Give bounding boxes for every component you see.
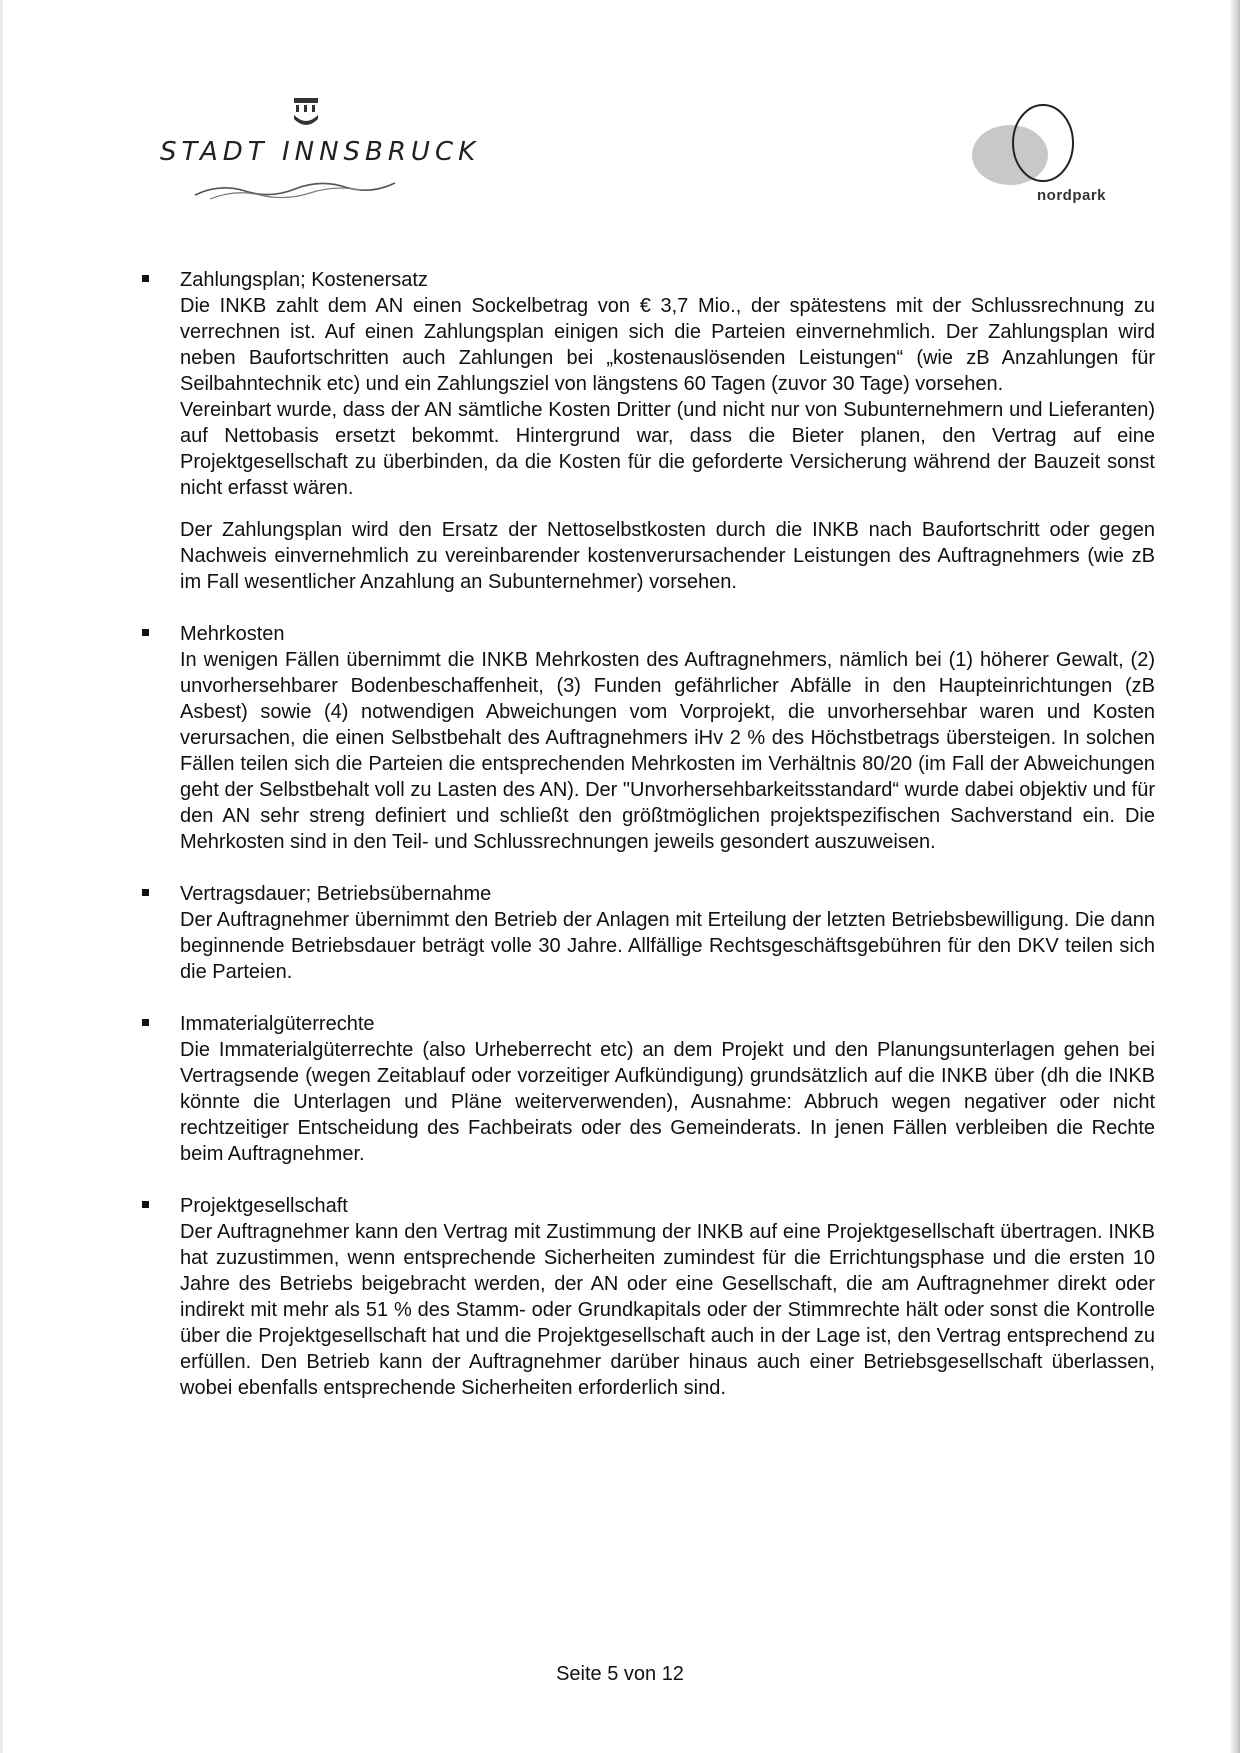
- section-heading: Projektgesellschaft: [180, 1195, 348, 1217]
- section-mehrkosten: [140, 621, 1155, 855]
- section-vertragsdauer: [140, 881, 1155, 985]
- bullet-icon: [142, 1201, 149, 1208]
- bullet-icon: [142, 889, 149, 896]
- section-paragraph: Die INKB zahlt dem AN einen Sockelbetrag von € 3,7 Mio., der spätestens mit der Schlussrechnung zu verrechnen ist. Auf einen Zahlungsplan einigen sich die Parteien einvernehmlich. Der Zahlungsplan wird neben Baufortschritten auch Zahlungen bei „kostenauslösenden Leistungen“ (wie zB Anzahlungen für Seilbahntechnik etc) und ein Zahlungsziel von längstens 60 Tagen (zuvor 30 Tage) vorsehen.: [180, 295, 1155, 395]
- river-squiggle-icon: [190, 173, 400, 203]
- section-heading: Zahlungsplan; Kostenersatz: [180, 269, 428, 291]
- section-heading: Vertragsdauer; Betriebsübernahme: [180, 883, 492, 905]
- section-immaterialgueterrechte: [140, 1011, 1155, 1167]
- page-number: Seite 5 von 12: [556, 1663, 684, 1685]
- section-paragraph: Der Auftragnehmer kann den Vertrag mit Zustimmung der INKB auf eine Projektgesellschaft übertragen. INKB hat zuzustimmen, wenn entsprechende Sicherheiten zumindest für die Errichtungsphase und die ersten 10 Jahre des Betriebs beigebracht werden, der AN oder eine Gesellschaft, die am Auftragnehmer direkt oder indirekt mit mehr als 51 % des Stamm- oder Grundkapitals oder der Stimmrechte hält oder sonst die Kontrolle über die Projektgesellschaft hat und die Projektgesellschaft auch in der Lage ist, den Vertrag entsprechend zu erfüllen. Den Betrieb kann der Auftragnehmer darüber hinaus auch einer Betriebsgesellschaft überlassen, wobei ebenfalls entsprechende Sicherheiten erforderlich sind.: [180, 1221, 1155, 1399]
- nordpark-logo: [965, 95, 1125, 210]
- bullet-icon: [142, 1019, 149, 1026]
- bullet-icon: [142, 275, 149, 282]
- section-paragraph: Der Auftragnehmer übernimmt den Betrieb der Anlagen mit Erteilung der letzten Betriebsbewilligung. Die dann beginnende Betriebsdauer beträgt volle 30 Jahre. Allfällige Rechtsgeschäftsgebühren für den DKV teilen sich die Parteien.: [180, 909, 1155, 983]
- nordpark-logo-text: nordpark: [1037, 187, 1107, 204]
- section-zahlungsplan: [140, 267, 1155, 595]
- section-paragraph: In wenigen Fällen übernimmt die INKB Mehrkosten des Auftragnehmers, nämlich bei (1) höherer Gewalt, (2) unvorhersehbarer Bodenbeschaffenheit, (3) Funden gefährlicher Abfälle in den Haupteinrichtungen (zB Asbest) sowie (4) notwendigen Abweichungen vom Vorprojekt, die unvorhersehbar waren und Kosten verursachen, die einen Selbstbehalt des Auftragnehmers iHv 2 % des Höchstbetrags übersteigen. In solchen Fällen teilen sich die Parteien die entsprechenden Mehrkosten im Verhältnis 80/20 (im Fall der Abweichungen geht der Selbstbehalt voll zu Lasten des AN). Der "Unvorhersehbarkeitsstandard“ wurde dabei objektiv und für den AN sehr streng definiert und schließt den größtmöglichen projektspezifischen Sachverstand ein. Die Mehrkosten sind in den Teil- und Schlussrechnungen jeweils gesondert auszuweisen.: [180, 649, 1155, 853]
- section-heading: Immaterialgüterrechte: [180, 1013, 375, 1035]
- city-logo: [160, 95, 480, 205]
- bullet-icon: [142, 629, 149, 636]
- city-crest-icon: [288, 95, 324, 131]
- city-logo-text: STADT INNSBRUCK: [160, 137, 481, 167]
- section-paragraph: Der Zahlungsplan wird den Ersatz der Nettoselbstkosten durch die INKB nach Baufortschritt oder gegen Nachweis einvernehmlich zu vereinbarender kostenverursachender Leistungen des Auftragnehmers (wie zB im Fall wesentlicher Anzahlung an Subunternehmer) vorsehen.: [180, 519, 1155, 593]
- section-projektgesellschaft: [140, 1193, 1155, 1401]
- document-body: [140, 267, 1155, 1427]
- section-paragraph: Die Immaterialgüterrechte (also Urheberrecht etc) an dem Projekt und den Planungsunterlagen gehen bei Vertragsende (wegen Zeitablauf oder vorzeitiger Aufkündigung) grundsätzlich auf die INKB über (dh die INKB könnte die Unterlagen und Pläne weiterverwenden), Ausnahme: Abbruch wegen negativer oder nicht rechtzeitiger Entscheidung des Fachbeirats oder des Gemeinderats. In jenen Fällen verbleiben die Rechte beim Auftragnehmer.: [180, 1039, 1155, 1165]
- scan-edge-right: [1230, 0, 1240, 1753]
- scan-edge-left: [0, 0, 3, 1753]
- section-heading: Mehrkosten: [180, 623, 285, 645]
- section-paragraph: Vereinbart wurde, dass der AN sämtliche Kosten Dritter (und nicht nur von Subunternehmern und Lieferanten) auf Nettobasis ersetzt bekommt. Hintergrund war, dass die Bieter planen, den Vertrag auf eine Projektgesellschaft zu überbinden, da die Kosten für die geforderte Versicherung während der Bauzeit sonst nicht erfasst wären.: [180, 399, 1155, 499]
